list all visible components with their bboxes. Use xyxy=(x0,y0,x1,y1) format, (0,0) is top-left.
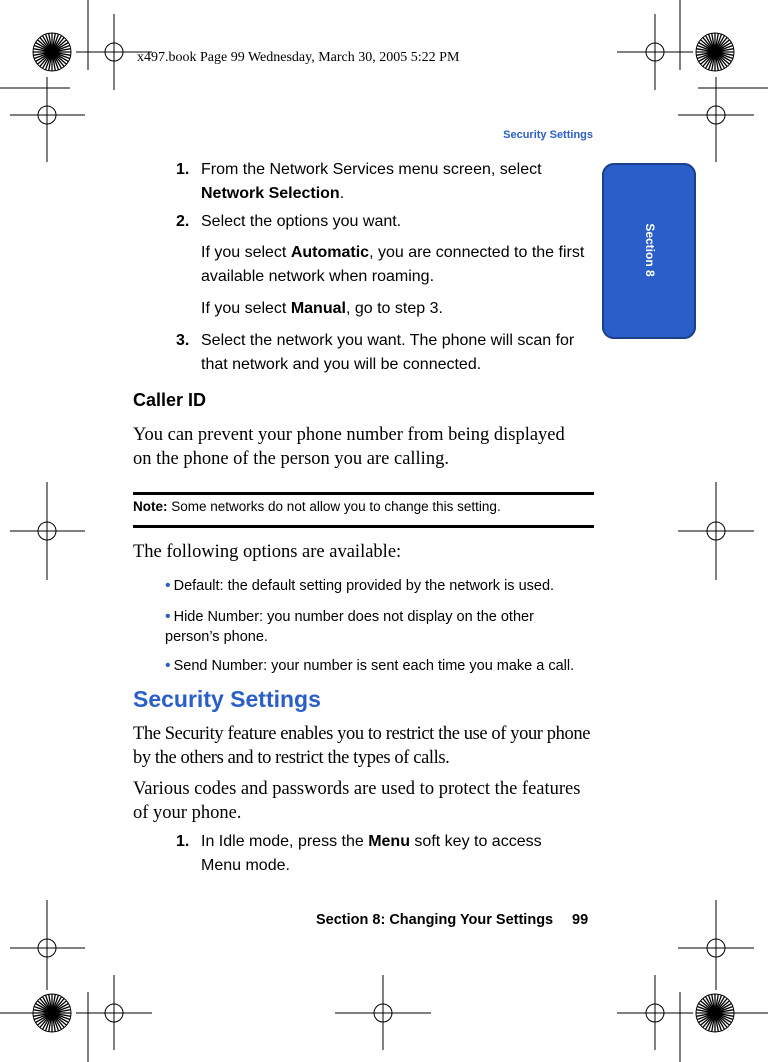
section-tab-label: Section 8 xyxy=(643,223,657,277)
footer-title: Section 8: Changing Your Settings xyxy=(316,912,554,928)
caller-id-heading: Caller ID xyxy=(133,390,207,410)
registration-mark xyxy=(76,975,152,1050)
bullet-icon: • xyxy=(165,608,171,625)
step-text-plain: From the Network Services menu screen, select xyxy=(201,161,542,178)
note-label: Note: xyxy=(133,499,168,514)
step-item xyxy=(176,329,596,377)
bullet-text: Hide Number: you number does not display on the other person’s phone. xyxy=(165,609,534,645)
option-text: , you are connected to the first available network when roaming. xyxy=(201,244,585,285)
step-item xyxy=(176,158,596,206)
option-manual xyxy=(201,297,591,321)
registration-mark xyxy=(335,975,431,1050)
book-header: x497.book Page 99 Wednesday, March 30, 2005 5:22 PM xyxy=(137,50,460,65)
bullet-text: Send Number: your number is sent each time you make a call. xyxy=(173,658,575,674)
bullet-icon: • xyxy=(165,657,171,674)
note-text: Some networks do not allow you to change this setting. xyxy=(167,499,501,514)
running-head: Security Settings xyxy=(503,129,593,141)
starburst-mark xyxy=(696,33,734,71)
registration-mark xyxy=(678,482,754,580)
security-para-2: Various codes and passwords are used to protect the features of your phone. xyxy=(133,779,581,823)
option-bold: Automatic xyxy=(290,244,370,261)
option-text: If you select xyxy=(201,300,291,317)
step-text-after: soft key to access Menu mode. xyxy=(201,833,542,874)
step-text xyxy=(201,158,596,206)
step-text-bold: Network Selection xyxy=(201,185,340,202)
registration-mark xyxy=(678,77,754,162)
step-text: Select the network you want. The phone will scan for that network and you will be connected. xyxy=(201,332,575,373)
step-text xyxy=(201,830,586,878)
step-number: 1. xyxy=(176,833,190,850)
security-para-1: The Security feature enables you to restrict the use of your phone by the others and to restrict the types of calls. xyxy=(133,724,591,768)
option-automatic xyxy=(201,241,591,289)
caller-id-body: You can prevent your phone number from being displayed on the phone of the person you are calling. xyxy=(133,425,565,469)
note xyxy=(133,499,501,514)
starburst-mark xyxy=(33,994,71,1032)
step-text: Select the options you want. xyxy=(201,213,402,230)
registration-mark xyxy=(10,77,85,162)
bullet-text: Default: the default setting provided by the network is used. xyxy=(173,578,555,594)
bullet-icon: • xyxy=(165,577,171,594)
registration-mark xyxy=(678,900,754,990)
step-text-plain: In Idle mode, press the xyxy=(201,833,369,850)
step-item xyxy=(176,210,596,234)
registration-mark xyxy=(10,482,85,580)
option-text: If you select xyxy=(201,244,291,261)
starburst-mark xyxy=(33,33,71,71)
starburst-mark xyxy=(696,994,734,1032)
step-text-after: . xyxy=(339,185,345,202)
registration-mark xyxy=(617,975,693,1050)
list-item xyxy=(165,656,595,676)
step-number: 1. xyxy=(176,161,190,178)
step-item xyxy=(176,830,596,878)
option-text: , go to step 3. xyxy=(345,300,443,317)
step-number: 2. xyxy=(176,213,190,230)
step-number: 3. xyxy=(176,332,190,349)
registration-mark xyxy=(617,14,693,90)
registration-mark xyxy=(10,900,85,990)
page-number: 99 xyxy=(572,912,589,928)
list-item xyxy=(165,576,595,596)
option-bold: Manual xyxy=(290,300,346,317)
step-text-bold: Menu xyxy=(368,833,410,850)
options-intro: The following options are available: xyxy=(133,542,402,562)
security-settings-heading: Security Settings xyxy=(133,686,321,712)
list-item xyxy=(165,607,565,647)
